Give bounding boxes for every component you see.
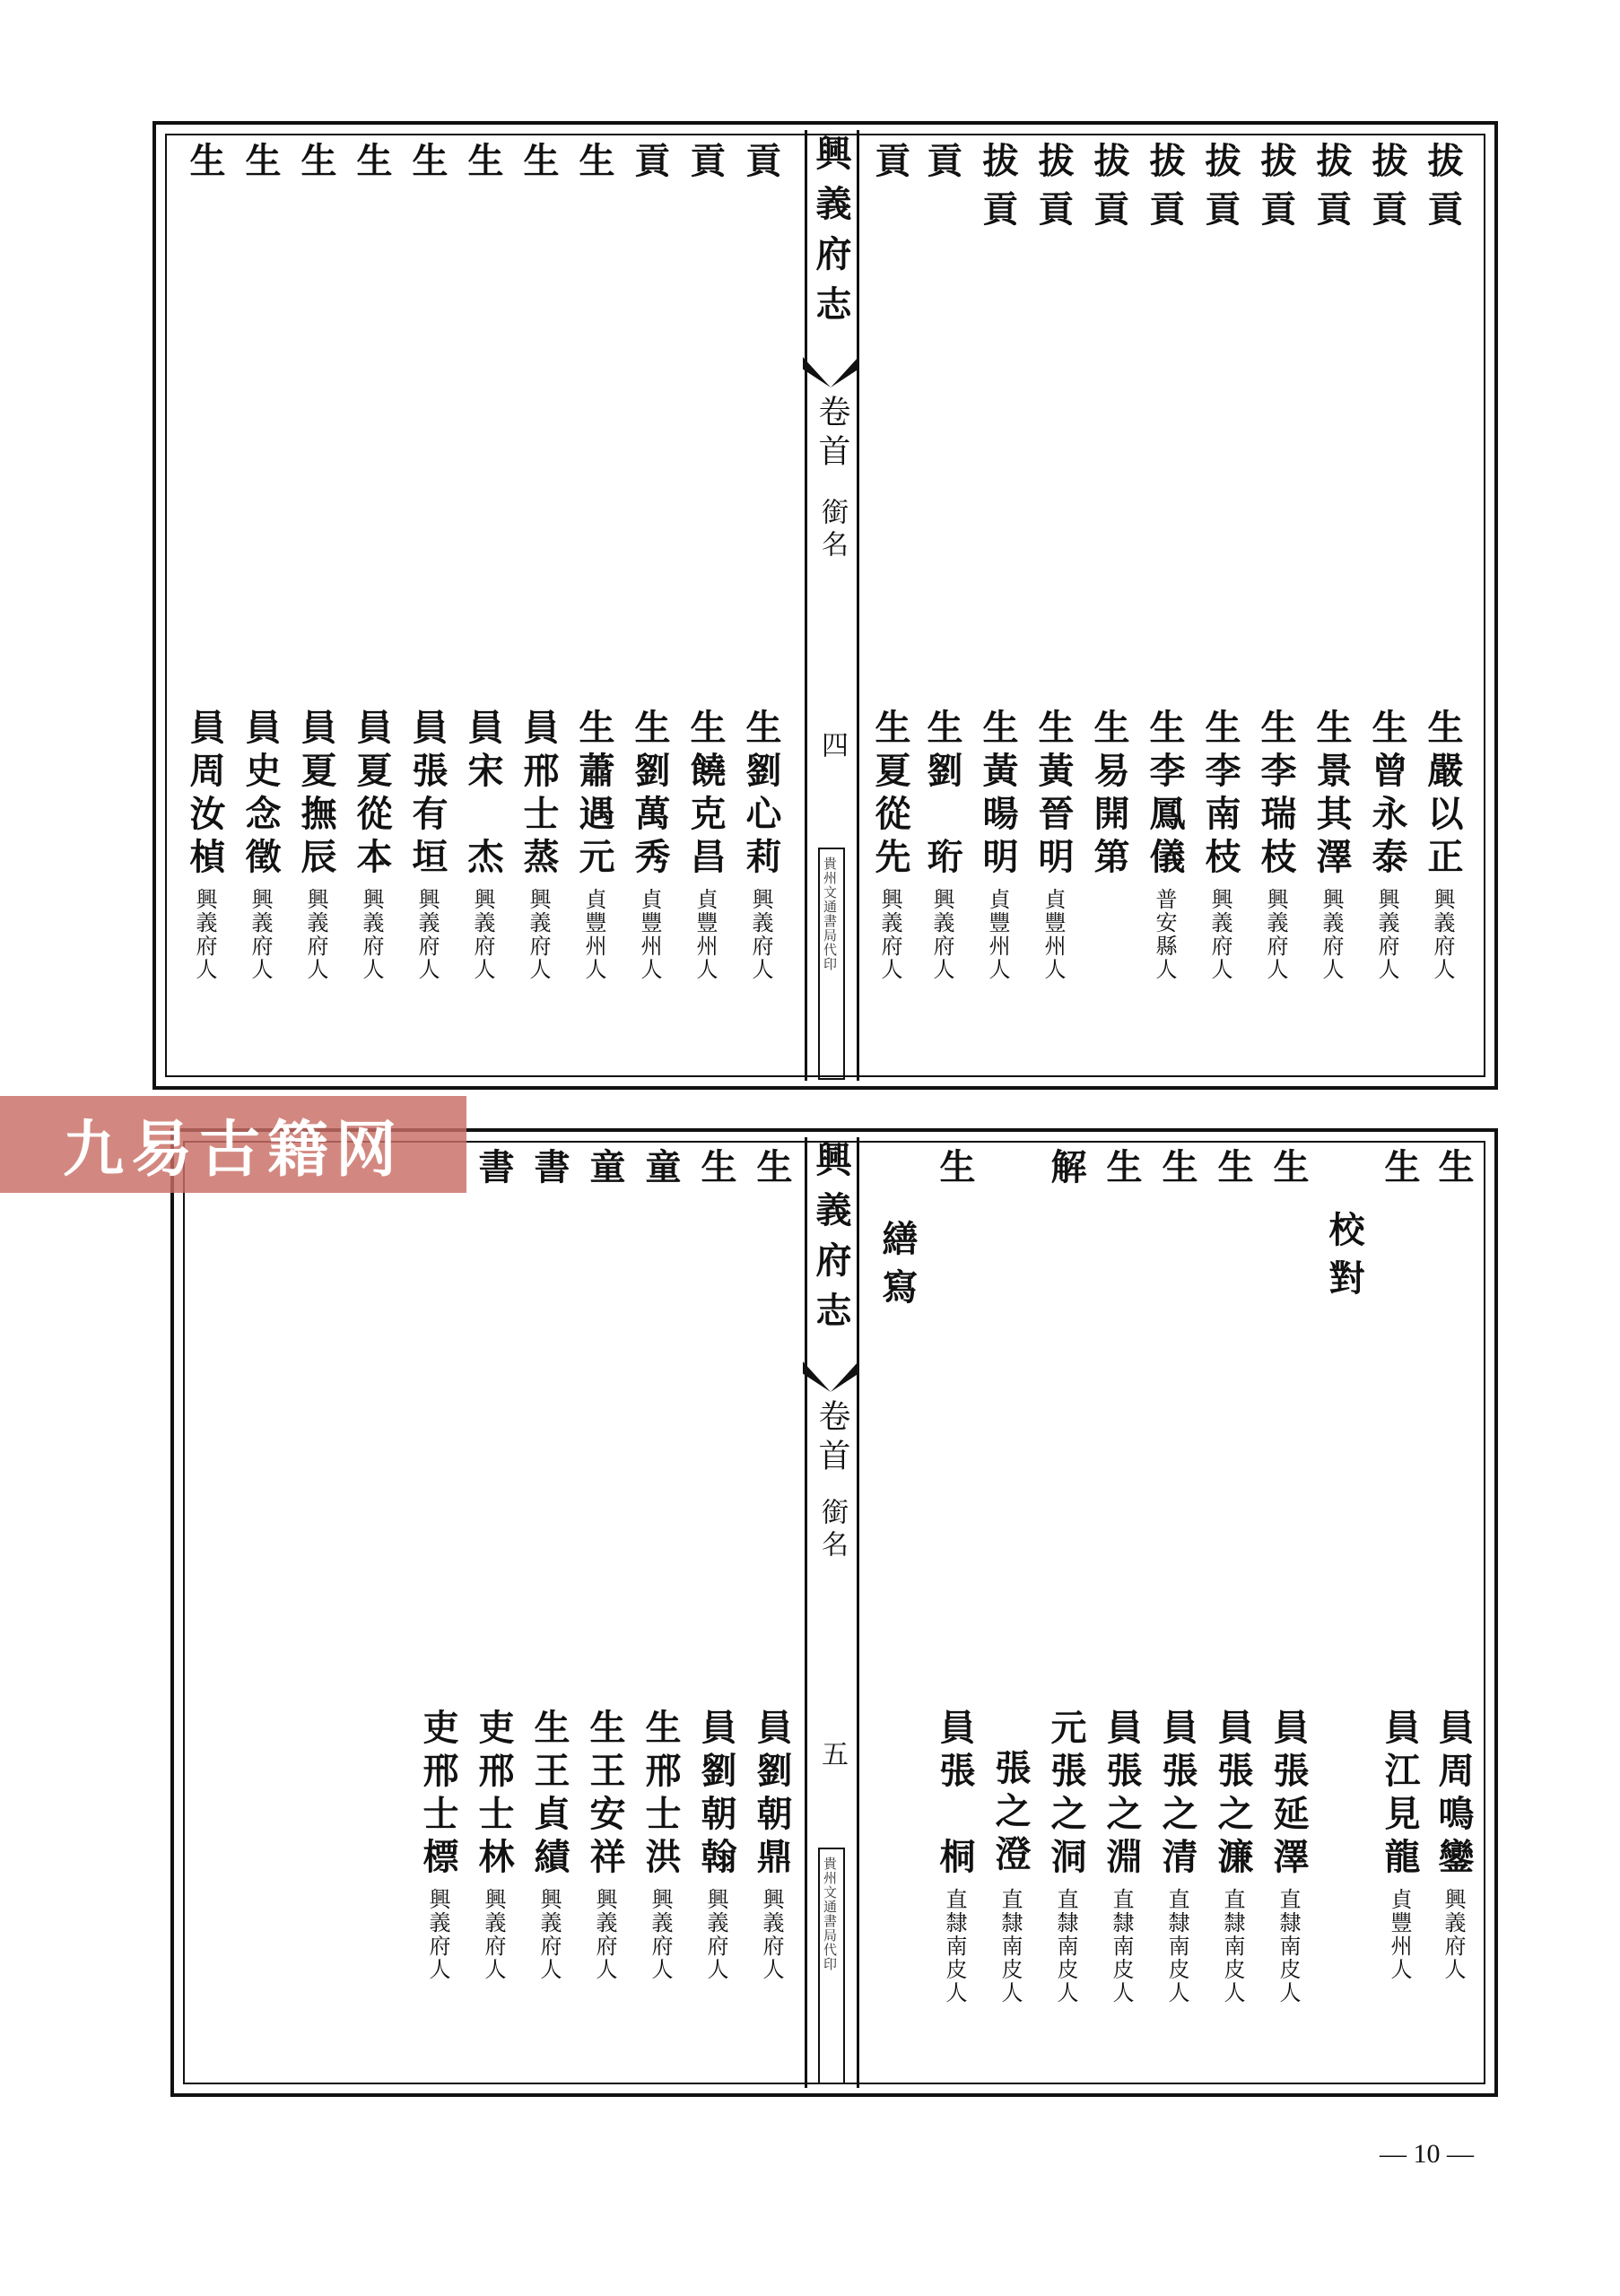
person-origin: 直隸南皮人 [942,1888,967,2005]
spine-volume: 卷首 [814,1399,850,1478]
role-shanxie: 繕寫 [876,1220,919,1317]
rank-label: 拔貢 [1032,142,1075,239]
person-name: 員劉朝翰 [695,1709,737,1881]
person-name: 員劉朝鼎 [751,1709,793,1881]
page-number: — 10 — [1380,2139,1474,2169]
person-name: 生王貞績 [528,1709,570,1881]
person-name: 員張延澤 [1267,1709,1310,1881]
spine-printer: 貴州文通書局代印 [822,857,838,971]
person-name: 員周鳴鑾 [1433,1709,1475,1881]
person-name: 生蕭遇元 [573,709,615,881]
spine-rule-right [857,1137,859,2088]
person-origin: 興義府人 [1430,888,1455,981]
spine-volume: 卷首 [814,395,850,474]
person-origin: 興義府人 [526,888,551,981]
person-name: 員張有垣 [406,709,449,881]
person-origin: 興義府人 [248,888,273,981]
person-origin: 興義府人 [470,888,495,981]
person-origin: 興義府人 [481,1888,506,1981]
rank-label: 拔貢 [1199,142,1241,239]
person-name: 員張之淵 [1101,1709,1143,1881]
person-origin: 直隸南皮人 [1220,1888,1245,2005]
rank-label: 拔貢 [1366,142,1408,239]
person-name: 生劉心莉 [740,709,782,881]
person-origin: 興義府人 [648,1888,673,1981]
person-origin: 興義府人 [1374,888,1399,981]
person-name: 員夏撫辰 [295,709,337,881]
rank-label: 貢 [740,142,782,190]
person-origin: 直隸南皮人 [997,1888,1023,2005]
spine-page-number: 五 [816,1740,848,1767]
person-origin: 直隸南皮人 [1053,1888,1078,2005]
rank-label: 書 [473,1148,515,1196]
person-origin: 興義府人 [1319,888,1344,981]
person-name: 生劉 珩 [921,709,963,881]
spine-printer: 貴州文通書局代印 [822,1857,838,1971]
person-origin: 直隸南皮人 [1276,1888,1301,2005]
person-origin: 興義府人 [1207,888,1232,981]
rank-label: 生 [184,142,226,190]
rank-label: 生 [934,1148,976,1196]
person-origin: 貞豐州人 [581,888,606,981]
person-origin: 貞豐州人 [985,888,1010,981]
person-name: 吏邢士標 [417,1709,459,1881]
person-name: 生劉萬秀 [629,709,671,881]
spine-page-number: 四 [816,731,848,758]
rank-label: 書 [528,1148,570,1196]
person-name: 員張之濂 [1212,1709,1254,1881]
rank-label: 童 [584,1148,626,1196]
person-name: 生黃暘明 [977,709,1019,881]
person-origin: 普安縣人 [1152,888,1177,981]
person-name: 元張之洞 [1045,1709,1087,1881]
person-name: 吏邢士林 [473,1709,515,1881]
rank-label: 拔貢 [1311,142,1353,239]
person-origin: 興義府人 [748,888,773,981]
rank-label: 生 [1379,1148,1421,1196]
person-origin: 興義府人 [536,1888,562,1981]
rank-label: 生 [751,1148,793,1196]
person-name: 生夏從先 [869,709,911,881]
person-name: 生景其澤 [1311,709,1353,881]
person-name: 員夏從本 [351,709,393,881]
rank-label: 貢 [921,142,963,190]
person-origin: 直隸南皮人 [1109,1888,1134,2005]
person-name: 生嚴以正 [1422,709,1464,881]
person-name: 生王安祥 [584,1709,626,1881]
rank-label: 童 [640,1148,682,1196]
rank-label: 生 [1101,1148,1143,1196]
rank-label: 拔貢 [1255,142,1297,239]
rank-label: 生 [462,142,504,190]
person-origin: 興義府人 [1263,888,1288,981]
person-name: 張之澄 [989,1749,1032,1878]
person-origin: 興義府人 [303,888,328,981]
person-name: 生李瑞枝 [1255,709,1297,881]
person-origin: 興義府人 [425,1888,450,1981]
person-origin: 貞豐州人 [637,888,662,981]
person-name: 生黃晉明 [1032,709,1075,881]
person-name: 員史念徵 [240,709,282,881]
role-jiaodui: 校對 [1323,1211,1365,1308]
spine-rule-right [857,130,859,1081]
person-origin: 貞豐州人 [1041,888,1066,981]
person-origin: 貞豐州人 [692,888,718,981]
site-watermark [0,1096,466,1193]
person-name: 員宋 杰 [462,709,504,881]
rank-label: 生 [351,142,393,190]
person-name: 生邢士洪 [640,1709,682,1881]
person-origin: 興義府人 [192,888,217,981]
spine-rule-left [805,1137,807,2088]
spine-title: 興義府志 [810,135,852,335]
spine-rule-left [805,130,807,1081]
rank-label: 解 [1045,1148,1087,1196]
person-origin: 興義府人 [759,1888,784,1981]
person-origin: 興義府人 [877,888,902,981]
rank-label: 拔貢 [1422,142,1464,239]
rank-label: 生 [1267,1148,1310,1196]
person-origin: 貞豐州人 [1387,1888,1412,1981]
person-origin: 興義府人 [359,888,384,981]
person-name: 員周汝楨 [184,709,226,881]
person-name: 生李鳳儀 [1144,709,1186,881]
person-origin: 興義府人 [703,1888,728,1981]
spine-title: 興義府志 [810,1141,852,1342]
watermark-text: 九易古籍网 [62,1113,404,1186]
person-origin: 興義府人 [414,888,440,981]
spine-section: 銜名 [816,498,848,562]
person-origin: 興義府人 [1441,1888,1466,1981]
person-origin: 興義府人 [929,888,954,981]
rank-label: 生 [1212,1148,1254,1196]
rank-label: 拔貢 [977,142,1019,239]
rank-label: 生 [573,142,615,190]
rank-label: 生 [1156,1148,1198,1196]
rank-label: 生 [518,142,560,190]
rank-label: 貢 [684,142,727,190]
rank-label: 拔貢 [1088,142,1130,239]
person-name: 生易開第 [1088,709,1130,881]
person-name: 員江見龍 [1379,1709,1421,1881]
person-origin: 直隸南皮人 [1164,1888,1189,2005]
rank-label: 貢 [629,142,671,190]
rank-label: 生 [240,142,282,190]
rank-label: 生 [295,142,337,190]
rank-label: 貢 [869,142,911,190]
rank-label: 生 [406,142,449,190]
person-name: 員張之清 [1156,1709,1198,1881]
person-origin: 興義府人 [592,1888,617,1981]
spine-section: 銜名 [816,1498,848,1562]
person-name: 生饒克昌 [684,709,727,881]
person-name: 員邢士蒸 [518,709,560,881]
person-name: 員張 桐 [934,1709,976,1881]
person-name: 生李南枝 [1199,709,1241,881]
rank-label: 生 [695,1148,737,1196]
person-name: 生曾永泰 [1366,709,1408,881]
rank-label: 生 [1433,1148,1475,1196]
rank-label: 拔貢 [1144,142,1186,239]
